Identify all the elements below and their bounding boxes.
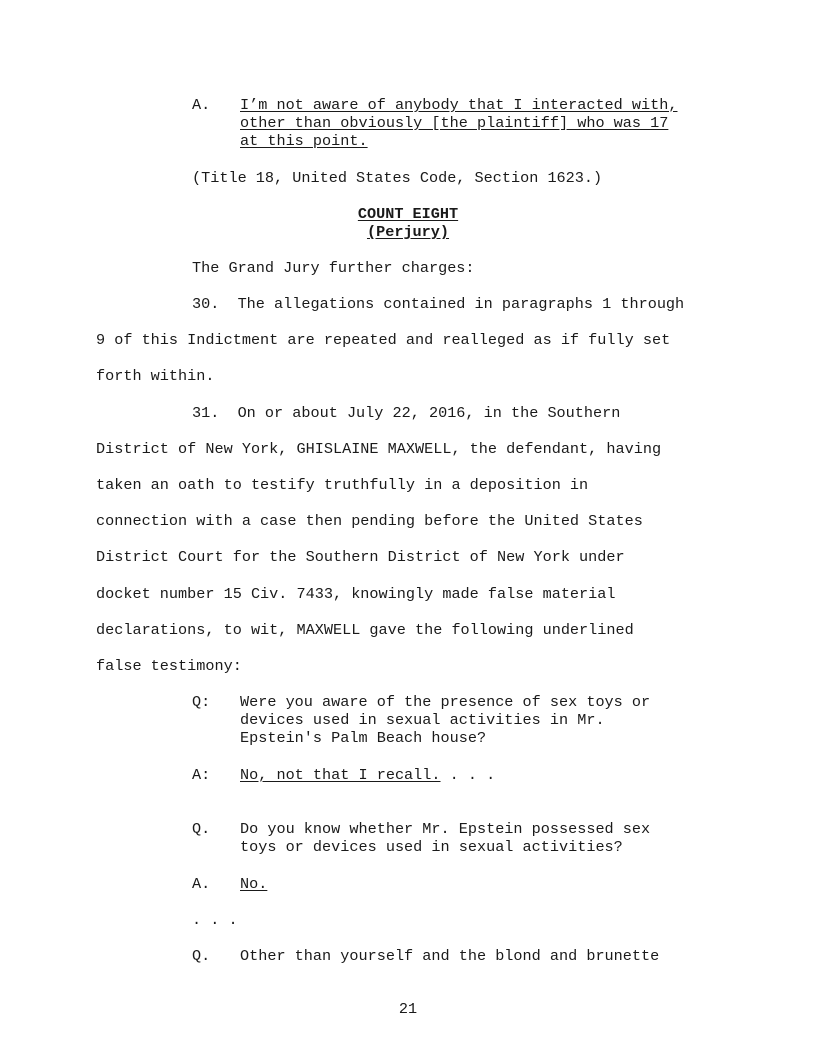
question-line: Do you know whether Mr. Epstein possessed sex (240, 820, 651, 838)
underlined-false-testimony: No, not that I recall. (240, 766, 441, 784)
paragraph-30-first-line: 30. The allegations contained in paragraphs 1 through (192, 295, 685, 313)
answer-line-1: I’m not aware of anybody that I interacted with, (240, 96, 678, 114)
paragraph-31-line: District of New York, GHISLAINE MAXWELL, the defendant, having (96, 440, 662, 458)
question-label: Q: (192, 693, 211, 711)
answer-label: A. (192, 875, 211, 893)
answer-label: A. (192, 96, 211, 114)
page-number: 21 (398, 1000, 418, 1018)
count-subheading (0, 223, 816, 241)
answer-line (240, 766, 495, 784)
question-label: Q. (192, 820, 211, 838)
paragraph-31-line: false testimony: (96, 657, 242, 675)
count-subtitle: (Perjury) (366, 223, 450, 241)
omission-ellipsis: . . . (192, 911, 238, 929)
question-label: Q. (192, 947, 211, 965)
answer-line-2: other than obviously [the plaintiff] who was 17 (240, 114, 669, 132)
statute-citation: (Title 18, United States Code, Section 1623.) (192, 169, 603, 187)
answer-line-3: at this point. (240, 132, 368, 150)
paragraph-31-line: taken an oath to testify truthfully in a deposition in (96, 476, 589, 494)
question-line: Were you aware of the presence of sex toys or (240, 693, 651, 711)
answer-label: A: (192, 766, 211, 784)
count-heading (0, 205, 816, 223)
answer-trailing-ellipsis: . . . (440, 766, 496, 784)
question-line: toys or devices used in sexual activities? (240, 838, 623, 856)
paragraph-31-line: docket number 15 Civ. 7433, knowingly made false material (96, 585, 616, 603)
paragraph-30-line: 9 of this Indictment are repeated and realleged as if fully set (96, 331, 671, 349)
paragraph-31-line: connection with a case then pending before the United States (96, 512, 643, 530)
paragraph-31-line: declarations, to wit, MAXWELL gave the following underlined (96, 621, 634, 639)
question-line: Other than yourself and the blond and brunette (240, 947, 660, 965)
paragraph-31-line: District Court for the Southern District of New York under (96, 548, 625, 566)
paragraph-31-first-line: 31. On or about July 22, 2016, in the Southern (192, 404, 621, 422)
question-line: devices used in sexual activities in Mr. (240, 711, 605, 729)
count-title: COUNT EIGHT (357, 205, 459, 223)
question-line: Epstein's Palm Beach house? (240, 729, 487, 747)
paragraph-30-line: forth within. (96, 367, 215, 385)
underlined-false-testimony: No. (240, 875, 268, 893)
grand-jury-intro: The Grand Jury further charges: (192, 259, 475, 277)
